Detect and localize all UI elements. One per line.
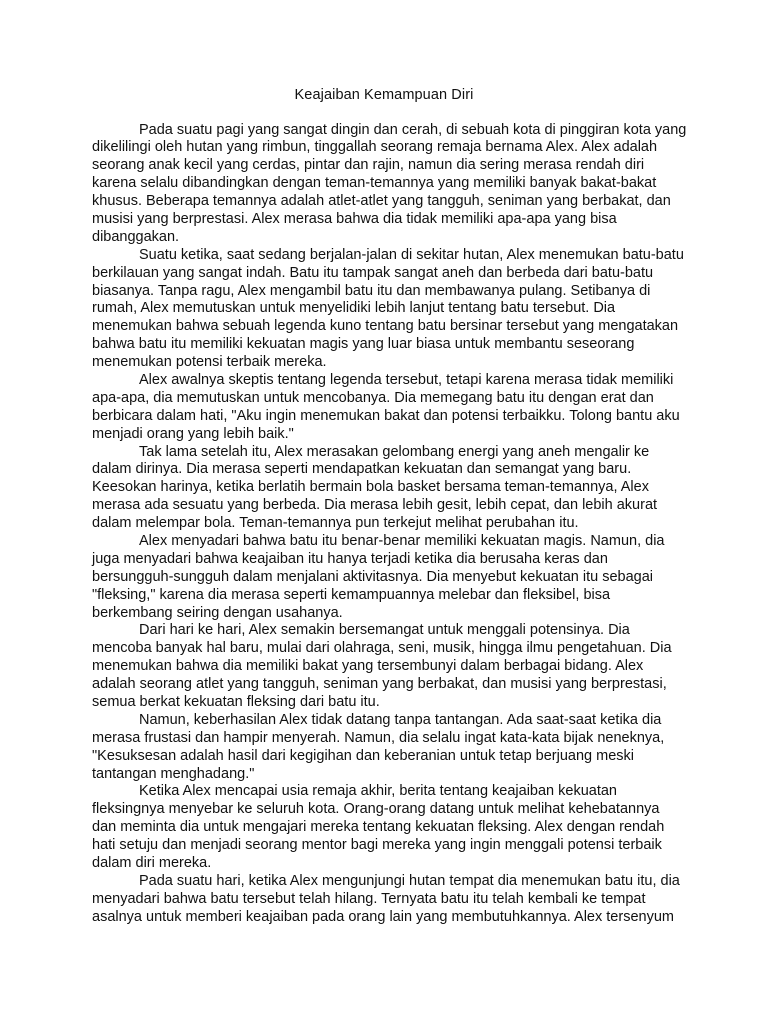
paragraph-line: merasa frustasi dan hampir menyerah. Namun, dia selalu ingat kata-kata bijak neneknya, [92, 729, 665, 746]
paragraph-line: bersungguh-sungguh dalam menjalani aktivitasnya. Dia menyebut kekuatan itu sebagai [92, 568, 654, 585]
paragraph-line: dibanggakan. [92, 228, 180, 245]
paragraph-line: fleksingnya menyebar ke seluruh kota. Orang-orang datang untuk melihat kehebatannya [92, 801, 660, 818]
paragraph-line: dikelilingi oleh hutan yang rimbun, tinggallah seorang remaja bernama Alex. Alex adalah [92, 139, 658, 156]
paragraph-line: Keesokan harinya, ketika berlatih bermain bola basket bersama teman-temannya, Alex [92, 479, 649, 496]
paragraph-line: musisi yang berprestasi. Alex merasa bahwa dia tidak memiliki apa-apa yang bisa [92, 210, 617, 227]
paragraph-first-line: Namun, keberhasilan Alex tidak datang tanpa tantangan. Ada saat-saat ketika dia [139, 711, 662, 728]
paragraph-line: mencoba banyak hal baru, mulai dari olahraga, seni, musik, hingga ilmu pengetahuan. Dia [92, 640, 672, 657]
paragraph-line: bahwa batu itu memiliki kekuatan magis yang luar biasa untuk membantu seseorang [92, 336, 635, 353]
paragraph-line: dalam melempar bola. Teman-temannya pun terkejut melihat perubahan itu. [92, 515, 579, 532]
paragraph-line: berkembang seiring dengan usahanya. [92, 604, 343, 621]
paragraph-first-line: Dari hari ke hari, Alex semakin bersemangat untuk menggali potensinya. Dia [139, 622, 630, 639]
paragraph-line: semua berkat kekuatan fleksing dari batu itu. [92, 694, 380, 710]
paragraph [92, 783, 684, 872]
paragraph-line: menjadi orang yang lebih baik." [92, 425, 294, 442]
paragraph-line: menemukan bahwa dia memiliki bakat yang tersembunyi dalam berbagai bidang. Alex [92, 658, 644, 675]
paragraph-line: biasanya. Tanpa ragu, Alex mengambil batu itu dan membawanya pulang. Setibanya di [92, 282, 651, 299]
paragraph-first-line: Ketika Alex mencapai usia remaja akhir, berita tentang keajaiban kekuatan [139, 783, 617, 800]
paragraph-line: dalam dirinya. Dia merasa seperti mendapatkan kekuatan dan semangat yang baru. [92, 461, 632, 478]
document-title: Keajaiban Kemampuan Diri [294, 87, 474, 103]
paragraph-line: menyadari bahwa batu tersebut telah hilang. Ternyata batu itu telah kembali ke tempat [92, 890, 646, 907]
paragraph-line: dan meminta dia untuk mengajari mereka tentang kekuatan fleksing. Alex dengan rendah [92, 819, 665, 836]
paragraph-line: tantangan menghadang." [92, 765, 255, 782]
paragraph [92, 622, 684, 711]
paragraph-line: menemukan potensi terbaik mereka. [92, 354, 327, 371]
paragraph-line: rumah, Alex memutuskan untuk menyelidiki lebih lanjut tentang batu tersebut. Dia [92, 300, 616, 317]
paragraph-line: asalnya untuk memberi keajaiban pada orang lain yang membutuhkannya. Alex tersenyum [92, 908, 674, 925]
paragraph-line: juga menyadari bahwa keajaiban itu hanya terjadi ketika dia berusaha keras dan [92, 550, 608, 567]
paragraph-first-line: Pada suatu hari, ketika Alex mengunjungi hutan tempat dia menemukan batu itu, dia [139, 872, 680, 889]
document-body [92, 121, 687, 927]
paragraph [92, 372, 684, 444]
paragraph-line: dalam diri mereka. [92, 855, 212, 872]
paragraph [92, 121, 687, 247]
paragraph-line: apa-apa, dia memutuskan untuk mencobanya. Dia memegang batu itu dengan erat dan [92, 389, 654, 406]
paragraph-line: menemukan bahwa sebuah legenda kuno tentang batu bersinar tersebut yang mengatakan [92, 318, 679, 335]
paragraph-first-line: Tak lama setelah itu, Alex merasakan gelombang energi yang aneh mengalir ke [139, 443, 650, 460]
paragraph-line: "Kesuksesan adalah hasil dari kegigihan dan keberanian untuk tetap berjuang meski [92, 747, 635, 764]
paragraph-first-line: Pada suatu pagi yang sangat dingin dan cerah, di sebuah kota di pinggiran kota yang [139, 121, 687, 138]
paragraph [92, 444, 684, 533]
paragraph [92, 247, 684, 372]
paragraph-first-line: Alex menyadari bahwa batu itu benar-benar memiliki kekuatan magis. Namun, dia [139, 532, 665, 549]
paragraph-line: berkilauan yang sangat indah. Batu itu tampak sangat aneh dan berbeda dari batu-batu [92, 264, 654, 281]
paragraph-line: "fleksing," karena dia merasa seperti kemampuannya melebar dan fleksibel, bisa [92, 586, 611, 603]
paragraph-first-line: Alex awalnya skeptis tentang legenda tersebut, tetapi karena merasa tidak memiliki [139, 371, 674, 388]
paragraph-line: khusus. Beberapa temannya adalah atlet-atlet yang tangguh, seniman yang berbakat, dan [92, 193, 671, 210]
paragraph-line: hati setuju dan menjadi seorang mentor bagi mereka yang ingin menggali potensi terbaik [92, 837, 662, 854]
paragraph-line: berbicara dalam hati, "Aku ingin menemukan bakat dan potensi terbaikku. Tolong bantu aku [92, 407, 680, 424]
paragraph-line: seorang anak kecil yang cerdas, pintar dan rajin, namun dia sering merasa rendah diri [92, 157, 645, 174]
paragraph [92, 712, 684, 784]
paragraph-first-line: Suatu ketika, saat sedang berjalan-jalan di sekitar hutan, Alex menemukan batu-batu [139, 246, 684, 263]
paragraph-line: merasa ada sesuatu yang berbeda. Dia merasa lebih gesit, lebih cepat, dan lebih akurat [92, 497, 658, 514]
paragraph-line: karena selalu dibandingkan dengan teman-temannya yang memiliki banyak bakat-bakat [92, 175, 657, 192]
paragraph [92, 873, 684, 927]
paragraph [92, 533, 684, 622]
paragraph-line: adalah seorang atlet yang tangguh, seniman yang berbakat, dan musisi yang berprestasi, [92, 676, 667, 693]
